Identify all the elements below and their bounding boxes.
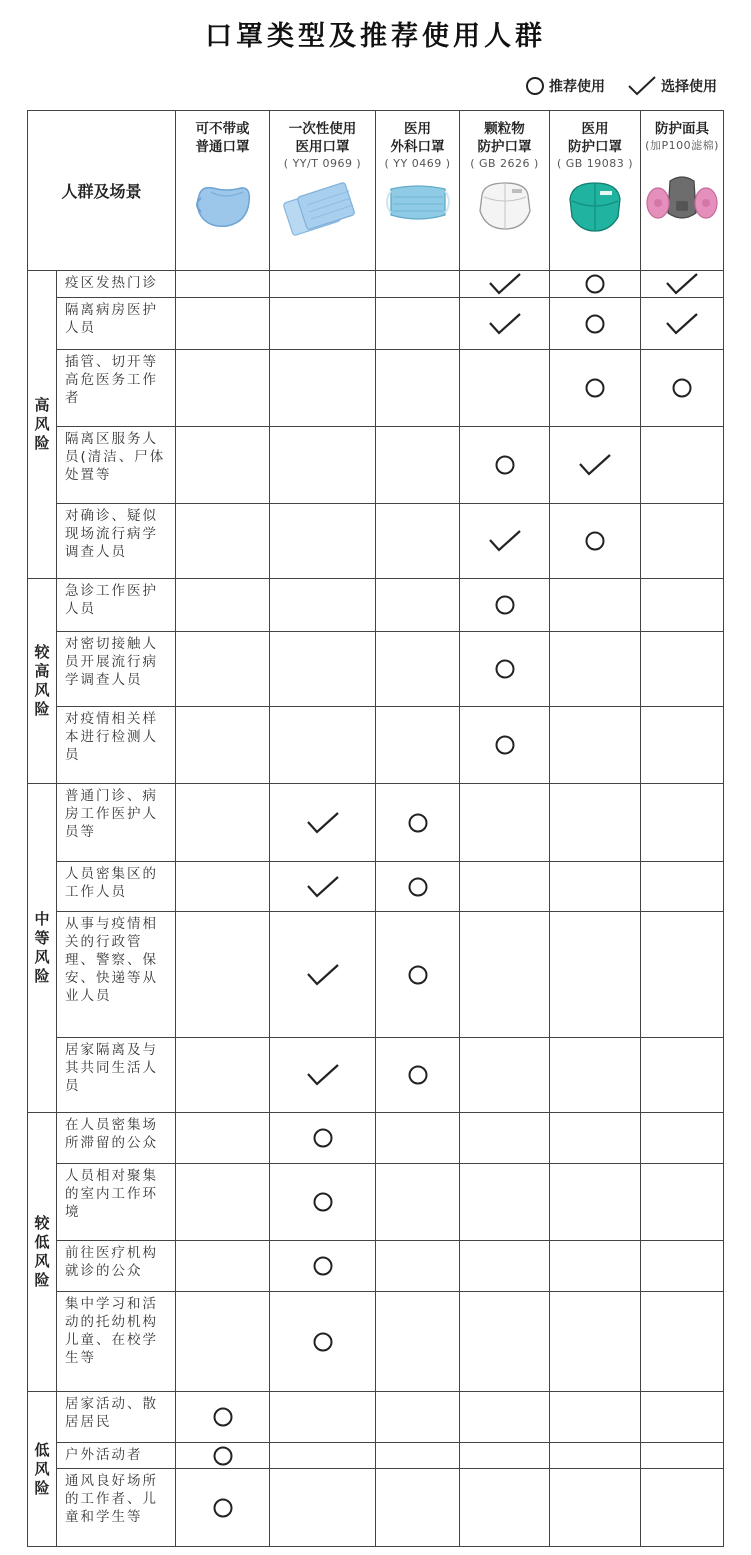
empty-cell [376,271,460,298]
recommended-circle-icon [270,1292,376,1392]
empty-cell [176,862,270,912]
recommended-circle-icon [376,862,460,912]
empty-cell [460,862,550,912]
disposable-mask-icon [270,177,375,239]
scene-cell: 居家活动、散居居民 [57,1392,176,1443]
recommended-circle-icon [270,1241,376,1292]
header-corner-label: 人群及场景 [61,182,142,201]
recommended-circle-icon [550,271,641,298]
empty-cell [376,1164,460,1241]
empty-cell [460,912,550,1038]
column-standard: ( YY 0469 ) [384,157,451,170]
empty-cell [270,271,376,298]
empty-cell [460,1469,550,1547]
recommended-circle-icon [550,350,641,427]
empty-cell [550,1443,641,1469]
empty-cell [376,1292,460,1392]
scene-cell: 对密切接触人员开展流行病学调查人员 [57,632,176,707]
empty-cell [176,1292,270,1392]
optional-check-icon [460,271,550,298]
optional-check-icon [270,862,376,912]
empty-cell [460,1241,550,1292]
empty-cell [376,1113,460,1164]
empty-cell [376,504,460,579]
table-row [28,504,724,579]
recommended-circle-icon [176,1469,270,1547]
table-row [28,271,724,298]
empty-cell [460,784,550,862]
scene-cell: 人员相对聚集的室内工作环境 [57,1164,176,1241]
scene-cell: 从事与疫情相关的行政管理、警察、保安、快递等从业人员 [57,912,176,1038]
scene-cell: 隔离区服务人员(清洁、尸体处置等 [57,427,176,504]
scene-cell: 居家隔离及与其共同生活人员 [57,1038,176,1113]
empty-cell [460,1113,550,1164]
header-col-1 [270,111,376,271]
empty-cell [176,504,270,579]
mask-recommendation-table [27,110,724,1547]
header-corner-cell [28,111,176,271]
gas-mask-icon [641,171,723,227]
table-row [28,579,724,632]
empty-cell [176,1038,270,1113]
risk-level-cell [28,271,57,579]
empty-cell [641,427,724,504]
empty-cell [641,1241,724,1292]
empty-cell [641,1292,724,1392]
header-col-0 [176,111,270,271]
empty-cell [460,1292,550,1392]
empty-cell [641,1113,724,1164]
legend-optional [627,75,717,97]
column-standard: ( GB 19083 ) [556,157,634,170]
column-name-line1: 可不带或 [195,121,250,137]
cloth-mask-icon [176,178,269,230]
recommended-circle-icon [641,350,724,427]
empty-cell [641,632,724,707]
empty-cell [376,1469,460,1547]
empty-cell [270,298,376,350]
scene-cell: 普通门诊、病房工作医护人员等 [57,784,176,862]
empty-cell [641,912,724,1038]
empty-cell [641,1164,724,1241]
empty-cell [550,1392,641,1443]
recommended-circle-icon [376,784,460,862]
table-row [28,427,724,504]
scene-cell: 集中学习和活动的托幼机构儿童、在校学生等 [57,1292,176,1392]
table-row [28,1443,724,1469]
empty-cell [641,1469,724,1547]
recommended-circle-icon [460,579,550,632]
column-name-line1: 一次性使用 [288,121,357,137]
empty-cell [641,504,724,579]
column-name-line2: 防护口罩 [477,139,532,155]
empty-cell [176,350,270,427]
empty-cell [176,912,270,1038]
empty-cell [176,579,270,632]
empty-cell [176,1241,270,1292]
empty-cell [176,427,270,504]
circle-icon [525,76,545,96]
empty-cell [550,1292,641,1392]
empty-cell [376,1241,460,1292]
column-name-line1: 防护面具 [655,121,710,137]
header-col-5 [641,111,724,271]
empty-cell [550,1469,641,1547]
header-col-2 [376,111,460,271]
empty-cell [270,427,376,504]
empty-cell [176,784,270,862]
page-title: 口罩类型及推荐使用人群 [205,21,546,52]
legend-recommended-label: 推荐使用 [549,79,605,95]
recommended-circle-icon [176,1443,270,1469]
empty-cell [641,1392,724,1443]
empty-cell [460,1038,550,1113]
scene-cell: 户外活动者 [57,1443,176,1469]
recommended-circle-icon [460,632,550,707]
table-row [28,707,724,784]
empty-cell [641,1443,724,1469]
recommended-circle-icon [550,298,641,350]
empty-cell [641,862,724,912]
optional-check-icon [641,271,724,298]
empty-cell [270,1469,376,1547]
empty-cell [550,1164,641,1241]
header-col-3 [460,111,550,271]
header-col-4 [550,111,641,271]
empty-cell [550,707,641,784]
column-name-line2: 普通口罩 [195,139,250,155]
empty-cell [550,579,641,632]
empty-cell [176,298,270,350]
risk-level-cell [28,1392,57,1547]
table-row [28,1241,724,1292]
check-icon [627,75,657,97]
empty-cell [376,298,460,350]
empty-cell [176,1113,270,1164]
empty-cell [176,1164,270,1241]
recommended-circle-icon [376,1038,460,1113]
empty-cell [550,862,641,912]
column-standard: ( GB 2626 ) [470,157,539,170]
scene-cell: 通风良好场所的工作者、儿童和学生等 [57,1469,176,1547]
table-header-row [28,111,724,271]
empty-cell [376,1392,460,1443]
column-name-line2: 防护口罩 [568,139,623,155]
optional-check-icon [550,427,641,504]
empty-cell [376,632,460,707]
table-row [28,350,724,427]
recommended-circle-icon [550,504,641,579]
n95-respirator-icon [550,177,640,235]
recommended-circle-icon [270,1113,376,1164]
empty-cell [270,350,376,427]
empty-cell [641,707,724,784]
empty-cell [270,1392,376,1443]
empty-cell [641,784,724,862]
scene-cell: 对确诊、疑似现场流行病学调查人员 [57,504,176,579]
empty-cell [460,1164,550,1241]
scene-cell: 对疫情相关样本进行检测人员 [57,707,176,784]
table-row [28,862,724,912]
column-name-line2: 外科口罩 [390,139,445,155]
empty-cell [550,912,641,1038]
empty-cell [270,504,376,579]
scene-cell: 隔离病房医护人员 [57,298,176,350]
table-row [28,298,724,350]
risk-level-cell [28,579,57,784]
risk-level-label: 较高风险 [34,643,50,718]
empty-cell [641,1038,724,1113]
kn95-respirator-icon [460,177,549,233]
empty-cell [460,350,550,427]
column-standard: ( YY/T 0969 ) [283,157,362,170]
empty-cell [270,707,376,784]
legend-recommended [525,76,605,96]
empty-cell [641,579,724,632]
table-row [28,1392,724,1443]
scene-cell: 疫区发热门诊 [57,271,176,298]
column-standard: (加P100滤棉) [645,139,719,152]
table-row [28,1164,724,1241]
empty-cell [460,1392,550,1443]
empty-cell [176,632,270,707]
recommended-circle-icon [460,707,550,784]
empty-cell [176,271,270,298]
risk-level-cell [28,784,57,1113]
empty-cell [550,632,641,707]
recommended-circle-icon [376,912,460,1038]
empty-cell [376,427,460,504]
table-row [28,1292,724,1392]
optional-check-icon [460,504,550,579]
recommended-circle-icon [270,1164,376,1241]
recommended-circle-icon [460,427,550,504]
empty-cell [270,632,376,707]
legend-optional-label: 选择使用 [661,79,717,95]
empty-cell [376,579,460,632]
table-row [28,1113,724,1164]
empty-cell [550,784,641,862]
table-row [28,632,724,707]
column-name-line1: 医用 [581,121,609,137]
scene-cell: 人员密集区的工作人员 [57,862,176,912]
table-row [28,912,724,1038]
scene-cell: 在人员密集场所滞留的公众 [57,1113,176,1164]
empty-cell [270,579,376,632]
empty-cell [376,1443,460,1469]
risk-level-cell [28,1113,57,1392]
table-row [28,1038,724,1113]
table-row [28,1469,724,1547]
empty-cell [550,1241,641,1292]
recommended-circle-icon [176,1392,270,1443]
legend [503,74,717,98]
column-name-line1: 医用 [404,121,432,137]
risk-level-label: 中等风险 [34,910,50,985]
optional-check-icon [641,298,724,350]
empty-cell [376,707,460,784]
optional-check-icon [270,784,376,862]
optional-check-icon [270,912,376,1038]
empty-cell [376,350,460,427]
risk-level-label: 低风险 [34,1440,50,1497]
table-row [28,784,724,862]
scene-cell: 前往医疗机构就诊的公众 [57,1241,176,1292]
surgical-mask-icon [376,177,459,227]
empty-cell [460,1443,550,1469]
column-name-line2: 医用口罩 [295,139,350,155]
optional-check-icon [270,1038,376,1113]
empty-cell [176,707,270,784]
empty-cell [270,1443,376,1469]
empty-cell [550,1038,641,1113]
risk-level-label: 较低风险 [34,1214,50,1289]
empty-cell [550,1113,641,1164]
scene-cell: 插管、切开等高危医务工作者 [57,350,176,427]
column-name-line1: 颗粒物 [484,121,525,137]
scene-cell: 急诊工作医护人员 [57,579,176,632]
risk-level-label: 高风险 [34,396,50,452]
optional-check-icon [460,298,550,350]
